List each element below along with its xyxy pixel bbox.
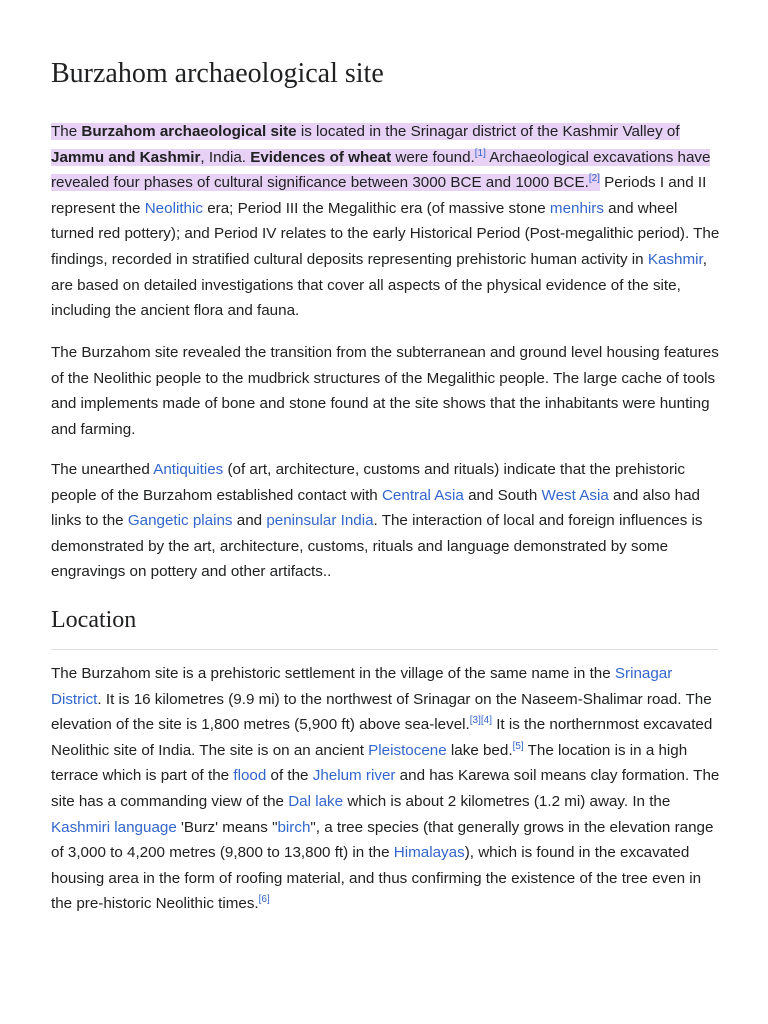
bold-region-name: Jammu and Kashmir — [51, 148, 201, 166]
text-run: is located in the Srinagar district of the Kashmir Valley of — [296, 123, 680, 140]
section-heading-location: Location — [51, 607, 137, 633]
text-run: and South — [463, 486, 542, 504]
text-run: lake bed. — [446, 741, 513, 759]
text-run: Periods I and II represent the — [51, 174, 707, 217]
text-run: Archaeological excavations have revealed four phases of cultural significance between 3000 BCE and 1000 BCE. — [51, 148, 711, 192]
link-himalayas[interactable]: Himalayas — [393, 844, 465, 862]
text-run: and — [232, 512, 267, 530]
reference-link-2[interactable]: [2] — [588, 173, 600, 185]
link-kashmiri-language[interactable]: Kashmiri language — [51, 818, 177, 836]
text-run: , are based on detailed investigations that cover all aspects of the physical evidence of the site, including the ancient flora and fauna. — [51, 250, 707, 320]
reference-link-3[interactable]: [3] — [469, 715, 481, 727]
link-kashmir[interactable]: Kashmir — [647, 250, 703, 268]
text-run: ", a tree species (that generally grows in the elevation range of 3,000 to 4,200 metres (9,800 to 13,800 ft) in the — [51, 818, 714, 862]
text-run: The Burzahom site is a prehistoric settlement in the village of the same name in the — [51, 665, 615, 682]
text-run: and also had links to the — [51, 486, 700, 530]
link-antiquities[interactable]: Antiquities — [153, 461, 224, 478]
reference-link-5[interactable]: [5] — [512, 740, 524, 752]
reference-link-6[interactable]: [6] — [258, 894, 270, 906]
page-title: Burzahom archaeological site — [51, 58, 384, 89]
text-run: era; Period III the Megalithic era (of massive stone — [202, 199, 550, 217]
link-gangetic-plains[interactable]: Gangetic plains — [127, 512, 233, 530]
text-run: It is the northernmost excavated Neolithic site of India. The site is on an ancient — [51, 716, 713, 759]
bold-wheat-evidence: Evidences of wheat — [250, 148, 392, 166]
text-run: . It is 16 kilometres (9.9 mi) to the northwest of Srinagar on the Naseem-Shalimar road. The elevation of the site is 1,800 metres (5,900 ft) above sea-level. — [51, 690, 712, 734]
reference-link-4[interactable]: [4] — [480, 715, 492, 727]
text-run: and wheel turned red pottery); and Period IV relates to the early Historical Period (Post-megalithic period). The findings, recorded in stratified cultural deposits representing prehistoric human activity in — [51, 199, 720, 268]
text-run: 'Burz' means " — [176, 818, 278, 836]
link-jhelum-river[interactable]: Jhelum river — [312, 767, 396, 785]
link-neolithic[interactable]: Neolithic — [144, 199, 203, 217]
bold-site-name: Burzahom archaeological site — [81, 123, 297, 140]
link-menhirs[interactable]: menhirs — [549, 199, 604, 217]
text-run: , India. — [200, 148, 251, 166]
text-run: The location is in a high terrace which is part of the — [51, 741, 688, 785]
link-birch[interactable]: birch — [277, 818, 311, 836]
link-srinagar-district[interactable]: Srinagar District — [51, 665, 673, 708]
text-run: (of art, architecture, customs and rituals) indicate that the prehistoric people of the Burzahom established contact with — [51, 461, 686, 504]
section-divider — [51, 649, 718, 650]
text-run: and has Karewa soil means clay formation. The site has a commanding view of the — [51, 767, 720, 810]
antiquities-paragraph — [51, 457, 721, 585]
reference-link-1[interactable]: [1] — [474, 147, 486, 159]
text-run: ), which is found in the excavated housing area in the form of roofing material, and thus confirming the existence of the tree even in the pre-historic Neolithic times. — [51, 844, 702, 913]
text-run: . The interaction of local and foreign influences is demonstrated by the art, architecture, customs, rituals and language demonstrated by some engravings on pottery and other artifacts.. — [51, 512, 703, 581]
location-paragraph — [51, 661, 721, 917]
link-west-asia[interactable]: West Asia — [541, 486, 609, 504]
housing-paragraph: The Burzahom site revealed the transition from the subterranean and ground level housing features of the Neolithic people to the mudbrick structures of the Megalithic people. The large cache of tools and implements made of bone and stone found at the site shows that the inhabitants were hunting and farming. — [51, 344, 719, 438]
link-flood[interactable]: flood — [233, 767, 267, 785]
text-run: which is about 2 kilometres (1.2 mi) away. In the — [343, 792, 671, 810]
text-run: The unearthed — [51, 461, 154, 478]
text-run: The — [51, 123, 82, 140]
link-pleistocene[interactable]: Pleistocene — [368, 741, 447, 759]
text-run: of the — [266, 767, 313, 785]
link-dal-lake[interactable]: Dal lake — [288, 792, 344, 810]
link-central-asia[interactable]: Central Asia — [381, 486, 464, 504]
intro-paragraph — [51, 119, 721, 324]
link-peninsular-india[interactable]: peninsular India — [266, 512, 374, 530]
text-run: were found. — [391, 148, 475, 166]
